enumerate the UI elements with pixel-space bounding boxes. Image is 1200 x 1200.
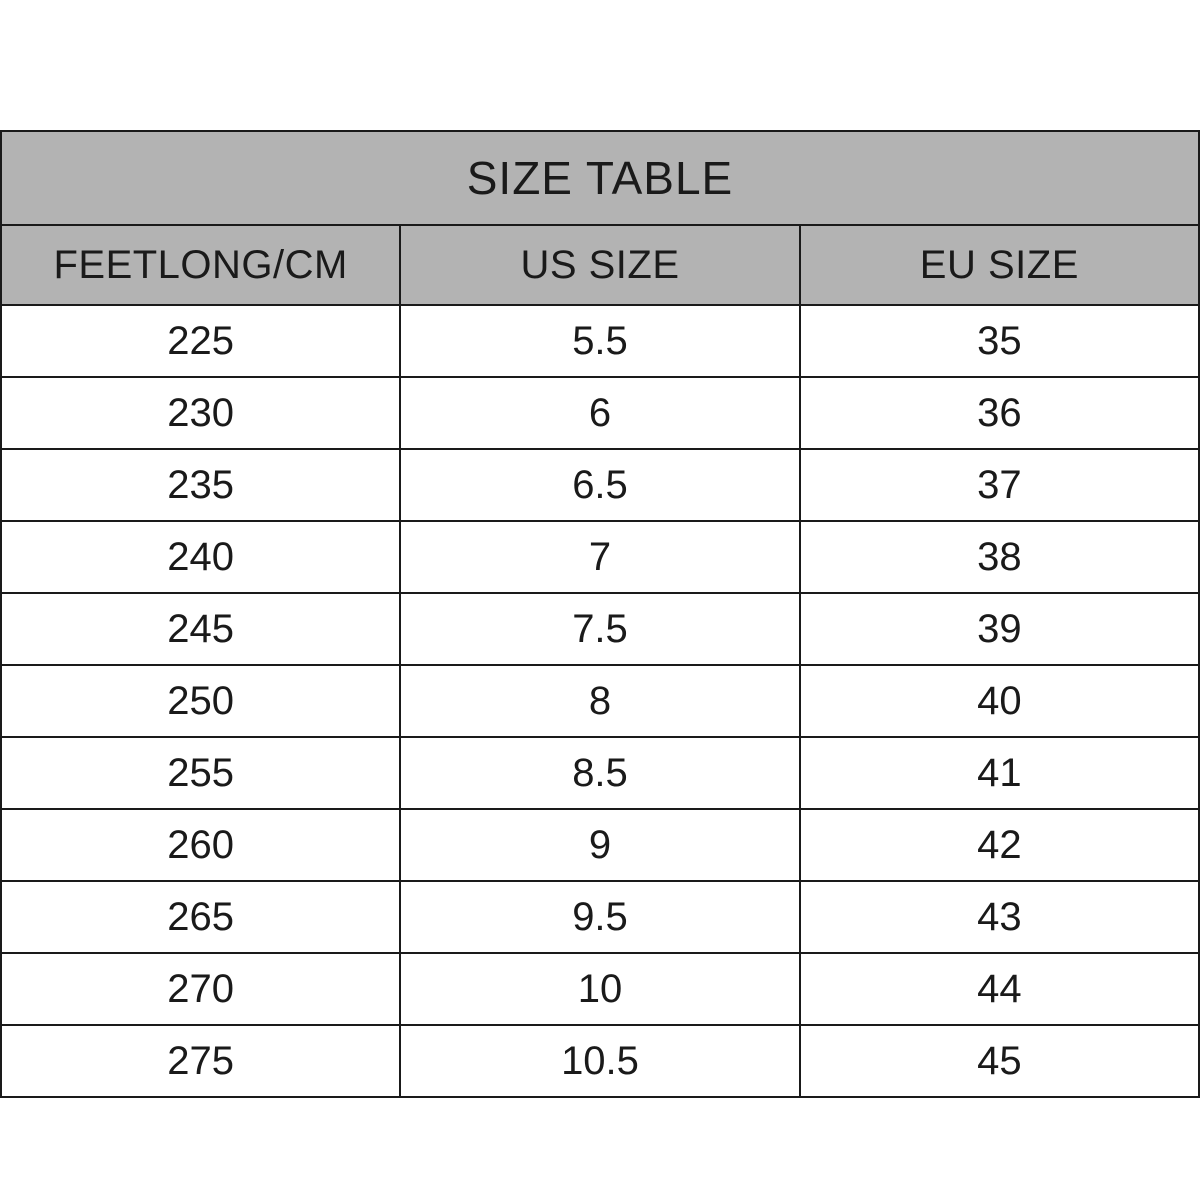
column-header-us-size: US SIZE — [400, 225, 799, 305]
cell-us-size: 6 — [400, 377, 799, 449]
table-row — [1, 305, 1199, 377]
cell-feetlong: 240 — [1, 521, 400, 593]
cell-feetlong: 250 — [1, 665, 400, 737]
cell-eu-size: 44 — [800, 953, 1199, 1025]
cell-feetlong: 275 — [1, 1025, 400, 1097]
cell-eu-size: 35 — [800, 305, 1199, 377]
cell-us-size: 6.5 — [400, 449, 799, 521]
cell-us-size: 5.5 — [400, 305, 799, 377]
cell-feetlong: 260 — [1, 809, 400, 881]
table-title: SIZE TABLE — [1, 131, 1199, 225]
table-row — [1, 1025, 1199, 1097]
cell-eu-size: 36 — [800, 377, 1199, 449]
table-header-row — [1, 225, 1199, 305]
cell-feetlong: 235 — [1, 449, 400, 521]
cell-eu-size: 40 — [800, 665, 1199, 737]
table-row — [1, 377, 1199, 449]
cell-us-size: 7 — [400, 521, 799, 593]
table-row — [1, 665, 1199, 737]
cell-eu-size: 45 — [800, 1025, 1199, 1097]
cell-us-size: 9 — [400, 809, 799, 881]
cell-feetlong: 245 — [1, 593, 400, 665]
cell-feetlong: 225 — [1, 305, 400, 377]
table-title-row — [1, 131, 1199, 225]
table-row — [1, 521, 1199, 593]
cell-us-size: 8.5 — [400, 737, 799, 809]
cell-eu-size: 37 — [800, 449, 1199, 521]
cell-us-size: 9.5 — [400, 881, 799, 953]
size-table-container — [0, 130, 1200, 1098]
size-table — [0, 130, 1200, 1098]
cell-us-size: 7.5 — [400, 593, 799, 665]
column-header-feetlong: FEETLONG/CM — [1, 225, 400, 305]
cell-eu-size: 39 — [800, 593, 1199, 665]
cell-eu-size: 42 — [800, 809, 1199, 881]
cell-us-size: 8 — [400, 665, 799, 737]
cell-us-size: 10.5 — [400, 1025, 799, 1097]
cell-eu-size: 38 — [800, 521, 1199, 593]
table-row — [1, 953, 1199, 1025]
cell-feetlong: 230 — [1, 377, 400, 449]
cell-us-size: 10 — [400, 953, 799, 1025]
cell-eu-size: 43 — [800, 881, 1199, 953]
column-header-eu-size: EU SIZE — [800, 225, 1199, 305]
cell-feetlong: 255 — [1, 737, 400, 809]
table-row — [1, 593, 1199, 665]
cell-eu-size: 41 — [800, 737, 1199, 809]
cell-feetlong: 270 — [1, 953, 400, 1025]
cell-feetlong: 265 — [1, 881, 400, 953]
table-row — [1, 809, 1199, 881]
table-row — [1, 881, 1199, 953]
table-row — [1, 737, 1199, 809]
table-row — [1, 449, 1199, 521]
